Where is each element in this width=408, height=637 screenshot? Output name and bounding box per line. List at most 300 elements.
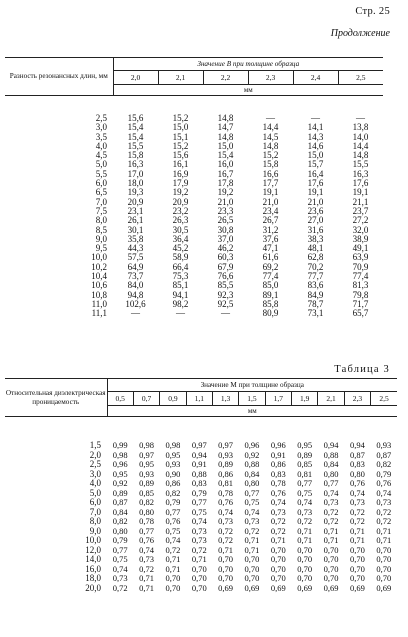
table-resonance-b xyxy=(5,57,383,319)
table3-cell: 0,87 xyxy=(349,449,365,460)
table1-cell: 84,9 xyxy=(307,289,324,300)
table3-cell: 0,88 xyxy=(244,459,260,469)
table1-row-key: 8,5 xyxy=(95,224,107,235)
table3-cell: 0,74 xyxy=(376,487,392,498)
table3-cell: 0,98 xyxy=(139,440,154,450)
table3-cell: 0,70 xyxy=(297,554,313,564)
table3-cell: 0,70 xyxy=(244,554,260,564)
table3-row-header: Относительная диэлектрическая проницаемость xyxy=(5,379,107,417)
table-row xyxy=(5,160,383,169)
table-row xyxy=(5,300,383,309)
table1-cell: 15,0 xyxy=(307,150,324,161)
table3-cell: 0,70 xyxy=(218,563,234,574)
table1-column-header: 2,3 xyxy=(248,71,293,85)
table-row xyxy=(5,179,383,188)
table1-cell: 15,8 xyxy=(262,159,279,170)
table1-row-key: 5,0 xyxy=(95,159,107,170)
table3-cell: 0,86 xyxy=(218,468,234,479)
table3-cell: 0,76 xyxy=(349,478,365,488)
table3-row-key: 6,0 xyxy=(89,497,101,507)
table1-cell: 92,3 xyxy=(217,289,234,300)
table1-cell: 49,1 xyxy=(352,243,369,254)
table3-cell: 0,71 xyxy=(191,554,207,564)
table3-cell: 0,97 xyxy=(218,440,234,450)
table3-cell: 0,70 xyxy=(376,563,392,574)
table1-cell: 79,8 xyxy=(352,289,369,300)
table3-row-key: 4,0 xyxy=(89,478,101,488)
table3-cell: 0,70 xyxy=(270,544,286,555)
table3-cell: 0,81 xyxy=(297,468,313,479)
table3-cell: 0,70 xyxy=(218,573,234,583)
table3-cell: 0,70 xyxy=(323,554,339,564)
table3-cell: 0,71 xyxy=(139,573,154,583)
table1-cell: 20,9 xyxy=(127,196,144,207)
table1-row-key: 7,5 xyxy=(95,205,107,216)
table1-cell: 32,0 xyxy=(352,224,369,235)
table3-cell: 0,73 xyxy=(139,554,154,564)
table3-cell: 0,94 xyxy=(323,440,339,450)
table3-cell: 0,70 xyxy=(297,544,313,555)
table3-cell: 0,71 xyxy=(323,535,339,545)
table3-cell: 0,91 xyxy=(191,459,207,469)
table3-cell: 0,92 xyxy=(112,478,128,488)
table3-cell: 0,70 xyxy=(323,573,339,583)
table1-cell: 21,0 xyxy=(307,196,324,207)
table-row xyxy=(5,235,383,244)
table3-cell: 0,77 xyxy=(244,487,260,498)
table3-cell: 0,70 xyxy=(270,573,286,583)
table3-cell: 0,71 xyxy=(349,535,365,545)
table3-cell: 0,70 xyxy=(297,573,313,583)
table1-cell: 13,8 xyxy=(352,122,369,133)
table3-cell: 0,69 xyxy=(349,582,365,593)
table3-cell: 0,74 xyxy=(218,506,234,517)
table3-cell: 0,70 xyxy=(376,573,392,583)
table-row xyxy=(5,114,383,123)
table3-cell: 0,71 xyxy=(376,535,392,545)
table1-cell: — xyxy=(356,113,365,123)
table1-column-header: 2,0 xyxy=(113,71,158,85)
table1-cell: 19,1 xyxy=(262,187,279,198)
table3-cell: 0,70 xyxy=(349,573,365,583)
table3-cell: 0,72 xyxy=(349,516,365,526)
table3-cell: 0,72 xyxy=(376,506,392,517)
table3-cell: 0,72 xyxy=(218,525,234,536)
table1-row-key: 10,8 xyxy=(91,289,107,300)
table3-cell: 0,72 xyxy=(323,506,339,517)
continuation-label: Продолжение xyxy=(330,28,390,39)
table1-cell: 16,0 xyxy=(217,159,234,170)
table1-row-key: 3,0 xyxy=(95,122,107,133)
table3-cell: 0,82 xyxy=(139,497,154,507)
table1-cell: 58,9 xyxy=(172,252,189,263)
table3-cell: 0,71 xyxy=(323,525,339,536)
table1-cell: 17,6 xyxy=(307,178,324,189)
table3-cell: 0,83 xyxy=(191,478,207,488)
table3-cell: 0,77 xyxy=(112,544,128,555)
table-row xyxy=(5,170,383,179)
table1-cell: 37,0 xyxy=(217,233,234,244)
table3-row-key: 2,5 xyxy=(89,459,101,469)
table3-cell: 0,79 xyxy=(191,487,207,498)
table1-cell: 17,9 xyxy=(172,178,189,189)
table1-cell: 14,8 xyxy=(217,131,234,142)
table3-cell: 0,72 xyxy=(165,544,181,555)
table1-row-key: 6,5 xyxy=(95,187,107,198)
table3-cell: 0,79 xyxy=(376,468,392,479)
table1-cell: 30,1 xyxy=(127,224,144,235)
table3-cell: 0,84 xyxy=(323,459,339,469)
table1-row-key: 4,0 xyxy=(95,140,107,151)
table3-cell: 0,75 xyxy=(165,525,181,536)
table3-cell: 0,75 xyxy=(244,497,260,507)
table3-cell: 0,83 xyxy=(349,459,365,469)
table-row xyxy=(5,244,383,253)
table3-cell: 0,71 xyxy=(244,544,260,555)
table3-cell: 0,72 xyxy=(270,525,286,536)
table3-cell: 0,89 xyxy=(218,459,234,469)
table3-cell: 0,71 xyxy=(165,554,181,564)
table3-cell: 0,70 xyxy=(270,554,286,564)
table1-cell: 94,8 xyxy=(127,289,144,300)
table1-cell: 20,9 xyxy=(172,196,189,207)
table3-cell: 0,72 xyxy=(244,525,260,536)
table-row xyxy=(5,309,383,318)
table3-cell: 0,80 xyxy=(139,506,154,517)
table3-cell: 0,70 xyxy=(165,582,181,593)
table1-cell: 31,6 xyxy=(307,224,324,235)
table1-row-header: Разность резонансных длин, мм xyxy=(5,58,113,96)
table3-cell: 0,71 xyxy=(376,525,392,536)
table1-cell: 17,7 xyxy=(262,178,279,189)
table1-cell: 15,4 xyxy=(217,150,234,161)
table3-cell: 0,80 xyxy=(349,468,365,479)
table1-cell: 77,7 xyxy=(307,271,324,282)
table1-cell: 15,4 xyxy=(127,122,144,133)
table3-cell: 0,96 xyxy=(244,440,260,450)
table1-cell: 15,1 xyxy=(172,131,189,142)
table1-row-key: 3,5 xyxy=(95,131,107,142)
table1-cell: 37,6 xyxy=(262,233,279,244)
table1-cell: 23,7 xyxy=(352,205,369,216)
table1-cell: 60,3 xyxy=(217,252,234,263)
table1-cell: 89,1 xyxy=(262,289,279,300)
table1-cell: 78,7 xyxy=(307,298,324,309)
table1-cell: 77,4 xyxy=(352,271,369,282)
table1-cell: 17,6 xyxy=(352,178,369,189)
table1-row-key: 7,0 xyxy=(95,196,107,207)
table1-cell: 16,9 xyxy=(172,168,189,179)
table1-row-key: 6,0 xyxy=(95,178,107,189)
table3-cell: 0,81 xyxy=(218,478,234,488)
table1-cell: 67,9 xyxy=(217,261,234,272)
table1-cell: 61,6 xyxy=(262,252,279,263)
table3-cell: 0,74 xyxy=(165,535,181,545)
table3-cell: 0,87 xyxy=(376,449,392,460)
table3-cell: 0,70 xyxy=(165,573,181,583)
table1-cell: 63,9 xyxy=(352,252,369,263)
table1-cell: 45,2 xyxy=(172,243,189,254)
table1-row-key: 2,5 xyxy=(95,113,107,123)
table3-cell: 0,71 xyxy=(349,525,365,536)
table-row xyxy=(5,151,383,160)
table3-cell: 0,71 xyxy=(270,535,286,545)
table3-cell: 0,77 xyxy=(191,497,207,507)
table1-cell: 16,1 xyxy=(172,159,189,170)
table3-cell: 0,74 xyxy=(244,506,260,517)
table3-cell: 0,74 xyxy=(112,563,128,574)
table3-column-header: 1,3 xyxy=(212,392,238,406)
table1-cell: 21,0 xyxy=(217,196,234,207)
table1-cell: 70,2 xyxy=(307,261,324,272)
table3-cell: 0,84 xyxy=(244,468,260,479)
table3-cell: 0,91 xyxy=(270,449,286,460)
table1-cell: 23,6 xyxy=(307,205,324,216)
table3-column-header: 1,7 xyxy=(265,392,291,406)
table3-cell: 0,94 xyxy=(191,449,207,460)
table1-cell: 14,8 xyxy=(352,150,369,161)
table1-cell: 15,7 xyxy=(307,159,324,170)
table3-row-key: 18,0 xyxy=(85,573,101,583)
table3-title: Таблица 3 xyxy=(334,364,390,375)
table1-row-key: 4,5 xyxy=(95,150,107,161)
table3-cell: 0,89 xyxy=(139,478,154,488)
table1-cell: — xyxy=(176,308,185,319)
table3-cell: 0,75 xyxy=(191,506,207,517)
table1-row-key: 10,0 xyxy=(91,252,107,263)
table-row xyxy=(5,142,383,151)
table3-cell: 0,92 xyxy=(244,449,260,460)
table3-cell: 0,99 xyxy=(112,440,128,450)
table1-row-key: 9,5 xyxy=(95,243,107,254)
table1-cell: — xyxy=(131,308,140,319)
table1-cell: 48,1 xyxy=(307,243,324,254)
table3-cell: 0,70 xyxy=(376,544,392,555)
table1-cell: 85,0 xyxy=(262,280,279,291)
table3-cell: 0,74 xyxy=(191,516,207,526)
table1-cell: 35,8 xyxy=(127,233,144,244)
table3-cell: 0,70 xyxy=(376,554,392,564)
table1-row-key: 10,6 xyxy=(91,280,107,291)
table3-row-key: 2,0 xyxy=(89,449,101,460)
table1-cell: 62,8 xyxy=(307,252,324,263)
table1-cell: 47,1 xyxy=(262,243,279,254)
table1-cell: 15,6 xyxy=(172,150,189,161)
table1-cell: — xyxy=(221,308,230,319)
table3-cell: 0,70 xyxy=(349,544,365,555)
table3-cell: 0,70 xyxy=(349,563,365,574)
table1-cell: 80,9 xyxy=(262,308,279,319)
table1-row-key: 10,2 xyxy=(91,261,107,272)
table-row xyxy=(5,281,383,290)
table1-cell: 83,6 xyxy=(307,280,324,291)
table1-cell: 16,4 xyxy=(307,168,324,179)
table3-cell: 0,70 xyxy=(191,563,207,574)
table1-cell: 76,6 xyxy=(217,271,234,282)
table3-column-header: 2,3 xyxy=(344,392,370,406)
table1-cell: 81,3 xyxy=(352,280,369,291)
table3-group-header: Значение М при толщине образца xyxy=(107,379,397,392)
table3-cell: 0,78 xyxy=(218,487,234,498)
table-row xyxy=(5,253,383,262)
table3-cell: 0,86 xyxy=(165,478,181,488)
table3-cell: 0,73 xyxy=(297,506,313,517)
table3-cell: 0,82 xyxy=(112,516,128,526)
table1-column-header: 2,5 xyxy=(338,71,383,85)
table3-cell: 0,74 xyxy=(323,487,339,498)
table1-cell: 44,3 xyxy=(127,243,144,254)
table3-cell: 0,85 xyxy=(139,487,154,498)
table1-cell: 19,3 xyxy=(127,187,144,198)
table1-cell: 65,7 xyxy=(352,308,369,319)
table1-column-header: 2,2 xyxy=(203,71,248,85)
table3-column-header: 1,1 xyxy=(186,392,212,406)
table3-cell: 0,69 xyxy=(376,582,392,593)
table3-cell: 0,72 xyxy=(218,535,234,545)
table1-column-header: 2,4 xyxy=(293,71,338,85)
table1-cell: 57,5 xyxy=(127,252,144,263)
table-row xyxy=(5,133,383,142)
table3-cell: 0,69 xyxy=(270,582,286,593)
table1-cell: 26,1 xyxy=(127,215,144,226)
table3-column-header: 1,5 xyxy=(239,392,265,406)
table3-unit: мм xyxy=(107,406,397,417)
table3-cell: 0,95 xyxy=(112,468,128,479)
table3-cell: 0,74 xyxy=(297,497,313,507)
table1-cell: 36,4 xyxy=(172,233,189,244)
table3-cell: 0,87 xyxy=(112,497,128,507)
table3-cell: 0,86 xyxy=(270,459,286,469)
table3-cell: 0,69 xyxy=(218,582,234,593)
table3-row-key: 9,0 xyxy=(89,525,101,536)
table1-cell: 27,0 xyxy=(307,215,324,226)
table3-cell: 0,74 xyxy=(139,544,154,555)
table3-cell: 0,77 xyxy=(139,525,154,536)
table3-cell: 0,80 xyxy=(244,478,260,488)
table3-cell: 0,95 xyxy=(297,440,313,450)
table1-cell: 16,3 xyxy=(352,168,369,179)
table-row xyxy=(5,272,383,281)
table1-column-header: 2,1 xyxy=(158,71,203,85)
table3-cell: 0,72 xyxy=(191,544,207,555)
table1-cell: 64,9 xyxy=(127,261,144,272)
table3-cell: 0,79 xyxy=(165,497,181,507)
table3-row-key: 16,0 xyxy=(85,563,101,574)
table1-row-key: 9,0 xyxy=(95,233,107,244)
table3-cell: 0,73 xyxy=(191,535,207,545)
table1-cell: 15,4 xyxy=(127,131,144,142)
table3-column-header: 0,5 xyxy=(107,392,133,406)
table1-cell: 14,7 xyxy=(217,122,234,133)
table3-cell: 0,70 xyxy=(323,544,339,555)
table3-column-header: 1,9 xyxy=(292,392,318,406)
table3-cell: 0,69 xyxy=(323,582,339,593)
table1-cell: 98,2 xyxy=(172,298,189,309)
table3-row-key: 10,0 xyxy=(85,535,101,545)
table1-cell: 14,6 xyxy=(307,140,324,151)
table1-cell: 31,2 xyxy=(262,224,279,235)
table3-cell: 0,72 xyxy=(112,582,128,593)
table1-cell: 15,2 xyxy=(262,150,279,161)
table3-cell: 0,77 xyxy=(323,478,339,488)
table3-cell: 0,73 xyxy=(376,497,392,507)
table1-cell: 18,0 xyxy=(127,178,144,189)
table1-cell: 69,2 xyxy=(262,261,279,272)
table1-cell: 85,8 xyxy=(262,298,279,309)
table3-cell: 0,93 xyxy=(139,468,154,479)
table1-cell: 27,2 xyxy=(352,215,369,226)
table1-cell: 16,7 xyxy=(217,168,234,179)
table3-cell: 0,72 xyxy=(139,563,154,574)
table1-cell: 15,5 xyxy=(127,140,144,151)
table3-cell: 0,69 xyxy=(297,582,313,593)
table3-cell: 0,70 xyxy=(191,582,207,593)
table3-cell: 0,74 xyxy=(349,487,365,498)
table3-cell: 0,97 xyxy=(191,440,207,450)
table1-cell: 26,3 xyxy=(172,215,189,226)
table1-cell: 16,6 xyxy=(262,168,279,179)
table3-row-key: 7,0 xyxy=(89,506,101,517)
table3-cell: 0,70 xyxy=(218,554,234,564)
table1-cell: 21,0 xyxy=(262,196,279,207)
table1-cell: 14,4 xyxy=(262,122,279,133)
table3-cell: 0,78 xyxy=(139,516,154,526)
table3-cell: 0,95 xyxy=(165,449,181,460)
table3-cell: 0,74 xyxy=(270,497,286,507)
page-number: Стр. 25 xyxy=(355,6,390,17)
table1-cell: 14,8 xyxy=(262,140,279,151)
table3-cell: 0,69 xyxy=(244,582,260,593)
table3-cell: 0,72 xyxy=(297,516,313,526)
table3-cell: 0,71 xyxy=(297,525,313,536)
table3-cell: 0,70 xyxy=(244,563,260,574)
table1-cell: 14,1 xyxy=(307,122,324,133)
table1-cell: 14,0 xyxy=(352,131,369,142)
table3-row-key: 8,0 xyxy=(89,516,101,526)
table3-cell: 0,80 xyxy=(323,468,339,479)
table1-cell: 14,5 xyxy=(262,131,279,142)
table1-row-key: 11,0 xyxy=(91,298,107,309)
table1-cell: 30,8 xyxy=(217,224,234,235)
table3-cell: 0,70 xyxy=(191,573,207,583)
table1-cell: 46,2 xyxy=(217,243,234,254)
table3-cell: 0,89 xyxy=(112,487,128,498)
table3-cell: 0,83 xyxy=(270,468,286,479)
table3-cell: 0,96 xyxy=(270,440,286,450)
table3-cell: 0,93 xyxy=(218,449,234,460)
table3-cell: 0,95 xyxy=(139,459,154,469)
table3-cell: 0,71 xyxy=(139,582,154,593)
table3-cell: 0,70 xyxy=(349,554,365,564)
table3-cell: 0,73 xyxy=(270,506,286,517)
table1-row-key: 10,4 xyxy=(91,271,107,282)
table1-cell: 16,3 xyxy=(127,159,144,170)
table1-cell: 17,0 xyxy=(127,168,144,179)
table3-cell: 0,76 xyxy=(165,516,181,526)
table-row xyxy=(5,188,383,197)
table3-cell: 0,76 xyxy=(270,487,286,498)
table1-cell: 66,4 xyxy=(172,261,189,272)
table1-cell: 38,9 xyxy=(352,233,369,244)
table1-cell: 85,1 xyxy=(172,280,189,291)
table3-cell: 0,70 xyxy=(323,563,339,574)
table3-cell: 0,80 xyxy=(112,525,128,536)
table3-cell: 0,76 xyxy=(139,535,154,545)
table1-cell: 23,1 xyxy=(127,205,144,216)
table1-cell: 19,1 xyxy=(352,187,369,198)
table3-cell: 0,94 xyxy=(349,440,365,450)
table1-cell: 14,8 xyxy=(217,113,234,123)
